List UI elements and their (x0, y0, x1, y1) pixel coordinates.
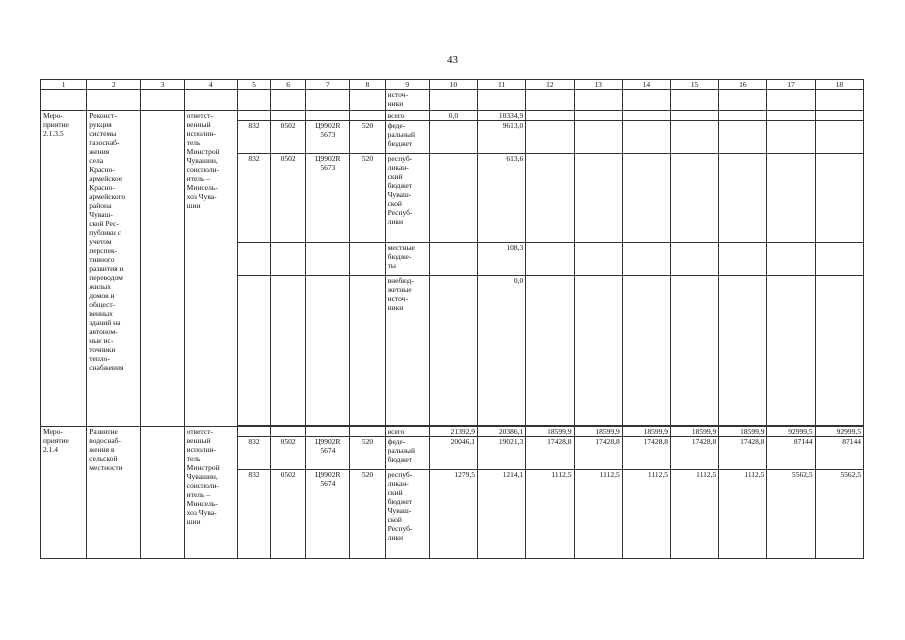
value-cell: 1112,5 (670, 470, 718, 559)
header-cell: 9 (385, 80, 429, 90)
header-cell: 7 (306, 80, 350, 90)
header-cell: 6 (271, 80, 306, 90)
value-cell: 20046,1 (429, 437, 477, 470)
value-cell: 613,6 (478, 154, 526, 243)
value-cell: 18599,9 (719, 427, 767, 437)
header-cell: 3 (141, 80, 184, 90)
header-cell: 2 (87, 80, 141, 90)
header-cell: 16 (719, 80, 767, 90)
value-cell: 5562,5 (815, 470, 863, 559)
header-cell: 18 (815, 80, 863, 90)
header-cell: 8 (350, 80, 385, 90)
table-row (41, 111, 864, 121)
header-cell: 1 (41, 80, 87, 90)
funding-source: местные бюдже- ты (385, 243, 429, 276)
expense-type-code: 520 (350, 437, 385, 470)
value-cell: 1112,5 (622, 470, 670, 559)
value-cell: 1112,5 (526, 470, 574, 559)
table-row (41, 427, 864, 437)
header-cell: 4 (184, 80, 237, 90)
table-row (41, 90, 864, 111)
value-cell: 1214,1 (478, 470, 526, 559)
section-code: 0502 (271, 470, 306, 559)
measure-name: Развитие водоснаб- жения в сельской местности (87, 427, 141, 559)
measure-code: Меро- приятие 2.1.4 (41, 427, 87, 559)
funding-source: феде- ральный бюджет (385, 121, 429, 154)
header-row (41, 80, 864, 90)
header-cell: 11 (478, 80, 526, 90)
header-cell: 15 (670, 80, 718, 90)
value-cell: 0,0 (429, 111, 477, 121)
ministry-code: 832 (237, 121, 270, 154)
budget-table (40, 79, 864, 559)
value-cell: 87144 (767, 437, 815, 470)
value-cell: 17428,8 (526, 437, 574, 470)
ministry-code: 832 (237, 470, 270, 559)
section-code: 0502 (271, 437, 306, 470)
value-cell: 17428,8 (574, 437, 622, 470)
responsible-executor: ответст- венный исполни- тель Минстрой Чувашии, соисполн- итель – Минсель- хоз Чува- шии (184, 427, 237, 559)
target-article-code: Ц9902R 5674 (306, 470, 350, 559)
value-cell: 0,0 (478, 276, 526, 426)
expense-type-code: 520 (350, 154, 385, 243)
value-cell: 92999,5 (815, 427, 863, 437)
expense-type-code: 520 (350, 121, 385, 154)
value-cell: 19021,3 (478, 437, 526, 470)
value-cell: 87144 (815, 437, 863, 470)
section-code: 0502 (271, 121, 306, 154)
value-cell: 5562,5 (767, 470, 815, 559)
target-article-code: Ц9902R 5674 (306, 437, 350, 470)
funding-source: всего (385, 427, 429, 437)
target-article-code: Ц9902R 5673 (306, 121, 350, 154)
responsible-executor: ответст- венный исполни- тель Минстрой Чувашии, соисполн- итель – Минсель- хоз Чува- шии (184, 111, 237, 427)
value-cell: 18599,9 (526, 427, 574, 437)
funding-source: источ- ники (385, 90, 429, 111)
value-cell: 18599,9 (670, 427, 718, 437)
value-cell: 17428,8 (622, 437, 670, 470)
section-code: 0502 (271, 154, 306, 243)
header-cell: 12 (526, 80, 574, 90)
header-cell: 10 (429, 80, 477, 90)
value-cell: 17428,8 (719, 437, 767, 470)
value-cell: 21392,9 (429, 427, 477, 437)
funding-source: внебюд- жетные источ- ники (385, 276, 429, 426)
header-cell: 5 (237, 80, 270, 90)
value-cell: 20386,1 (478, 427, 526, 437)
value-cell: 108,3 (478, 243, 526, 276)
value-cell: 92999,5 (767, 427, 815, 437)
header-cell: 13 (574, 80, 622, 90)
measure-code: Меро- приятие 2.1.3.5 (41, 111, 87, 427)
value-cell: 1112,5 (574, 470, 622, 559)
expense-type-code: 520 (350, 470, 385, 559)
header-cell: 17 (767, 80, 815, 90)
value-cell: 18599,9 (622, 427, 670, 437)
funding-source: респуб- ликан- ский бюджет Чуваш- ской Респуб- лики (385, 154, 429, 243)
target-article-code: Ц9902R 5673 (306, 154, 350, 243)
value-cell: 17428,8 (670, 437, 718, 470)
ministry-code: 832 (237, 154, 270, 243)
funding-source: респуб- ликан- ский бюджет Чуваш- ской Респуб- лики (385, 470, 429, 559)
value-cell: 18599,9 (574, 427, 622, 437)
ministry-code: 832 (237, 437, 270, 470)
value-cell: 9613,0 (478, 121, 526, 154)
funding-source: феде- ральный бюджет (385, 437, 429, 470)
value-cell: 1112,5 (719, 470, 767, 559)
measure-name: Реконст- рукция системы газоснаб- жения села Красно- армейское Красно- армейского района Чуваш- ской Рес- публики с учетом перспек- тивного развития и переводом жилых домов и общест- венных зданий на автоном- ные ис- точники тепло- снабжения (87, 111, 141, 427)
header-cell: 14 (622, 80, 670, 90)
value-cell: 10334,9 (478, 111, 526, 121)
page-number: 43 (447, 54, 458, 66)
value-cell: 1279,5 (429, 470, 477, 559)
funding-source: всего (385, 111, 429, 121)
